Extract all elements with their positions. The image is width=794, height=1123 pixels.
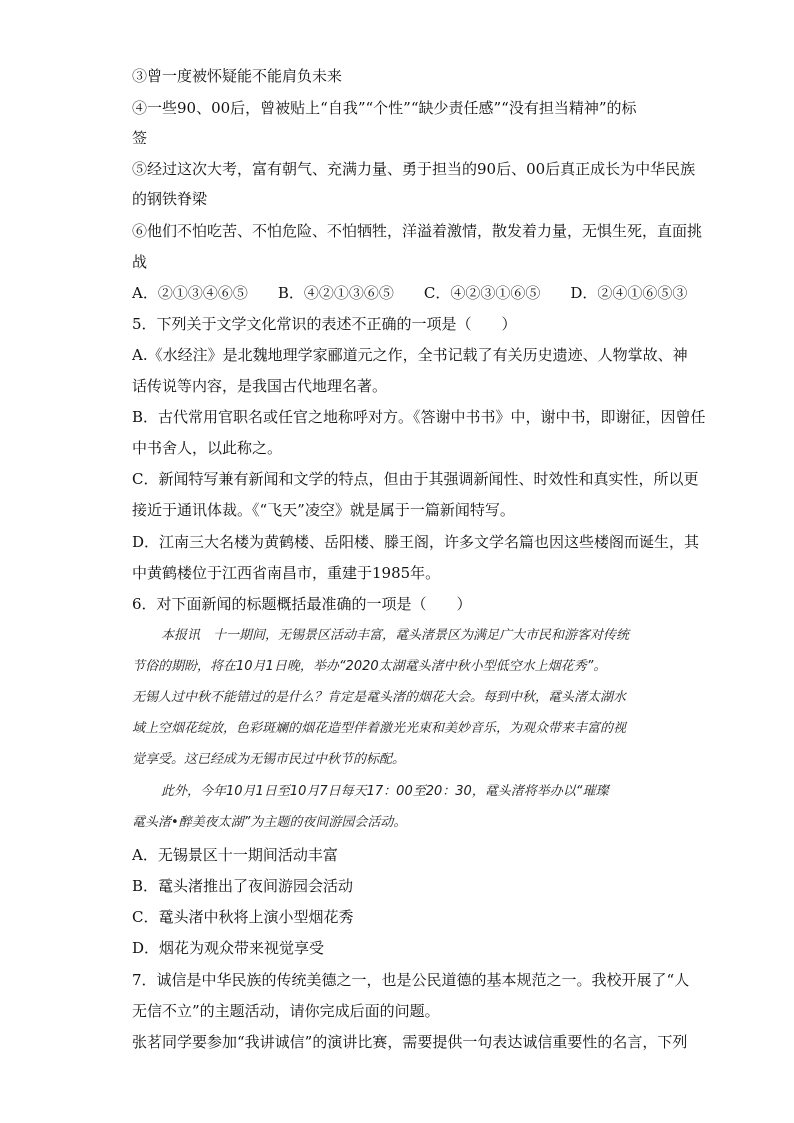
sort-item-3: ③曾一度被怀疑能不能肩负未来 xyxy=(132,67,343,85)
q6-option-c: C．鼋头渚中秋将上演小型烟花秀 xyxy=(132,908,354,926)
q6-option-b: B．鼋头渚推出了夜间游园会活动 xyxy=(132,877,354,895)
q6-option-a: A．无锡景区十一期间活动丰富 xyxy=(132,846,338,864)
news-line: 觉享受。这已经成为无锡市民过中秋节的标配。 xyxy=(132,752,406,767)
q7-sub-question: 张茗同学要参加“我讲诚信”的演讲比赛，需要提供一句表达诚信重要性的名言，下列 xyxy=(132,1033,688,1051)
q5-option-c-cont: 接近于通讯体裁。《“飞天”凌空》就是属于一篇新闻特写。 xyxy=(132,501,515,519)
q7-stem: 7．诚信是中华民族的传统美德之一，也是公民道德的基本规范之一。我校开展了“人 xyxy=(132,971,690,989)
q5-option-d: D．江南三大名楼为黄鹤楼、岳阳楼、滕王阁，许多文学名篇也因这些楼阁而诞生，其 xyxy=(132,533,700,551)
q6-option-d: D．烟花为观众带来视觉享受 xyxy=(132,939,325,957)
q4-options: A．②①③④⑥⑤ B．④②①③⑥⑤ C．④②③①⑥⑤ D．②④①⑥⑤③ xyxy=(132,284,688,302)
q5-option-d-cont: 中黄鹤楼位于江西省南昌市，重建于1985年。 xyxy=(132,564,441,582)
news-line: 无锡人过中秋不能错过的是什么？肯定是鼋头渚的烟花大会。每到中秋，鼋头渚太湖水 xyxy=(132,690,627,705)
sort-item-6-cont: 战 xyxy=(132,253,148,271)
news-line: 鼋头渚•醉美夜太湖”为主题的夜间游园会活动。 xyxy=(132,815,407,830)
news-line: 此外，今年10月1日至10月7日每天17：00至20：30，鼋头渚将举办以“璀璨 xyxy=(161,784,609,799)
q6-stem: 6．对下面新闻的标题概括最准确的一项是（ ） xyxy=(132,595,472,613)
news-line: 域上空烟花绽放，色彩斑斓的烟花造型伴着激光光束和美妙音乐，为观众带来丰富的视 xyxy=(132,721,627,736)
sort-item-4-cont: 签 xyxy=(132,129,148,147)
sort-item-6: ⑥他们不怕吃苦、不怕危险、不怕牺牲，洋溢着激情，散发着力量，无惧生死，直面挑 xyxy=(132,222,703,240)
q5-option-c: C．新闻特写兼有新闻和文学的特点，但由于其强调新闻性、时效性和真实性，所以更 xyxy=(132,470,699,488)
q5-option-b-cont: 中书舍人，以此称之。 xyxy=(132,439,283,457)
q5-option-a-cont: 话传说等内容，是我国古代地理名著。 xyxy=(132,377,388,395)
q7-stem-cont: 无信不立”的主题活动，请你完成后面的问题。 xyxy=(132,1002,440,1020)
sort-item-5-cont: 的钢铁脊梁 xyxy=(132,190,208,208)
sort-item-4: ④一些90、00后，曾被贴上“自我”“个性”“缺少责任感”“没有担当精神”的标 xyxy=(132,99,637,117)
q5-option-a: A.《水经注》是北魏地理学家郦道元之作，全书记载了有关历史遗迹、人物掌故、神 xyxy=(132,346,688,364)
q5-stem: 5．下列关于文学文化常识的表述不正确的一项是（ ） xyxy=(132,315,517,333)
q5-option-b: B．古代常用官职名或任官之地称呼对方。《答谢中书书》中，谢中书，即谢征，因曾任 xyxy=(132,408,706,426)
sort-item-5: ⑤经过这次大考，富有朝气、充满力量、勇于担当的90后、00后真正成长为中华民族 xyxy=(132,160,696,178)
news-line: 本报讯 十一期间，无锡景区活动丰富，鼋头渚景区为满足广大市民和游客对传统 xyxy=(161,628,630,643)
news-line: 节俗的期盼，将在10月1日晚，举办“2020太湖鼋头渚中秋小型低空水上烟花秀”。 xyxy=(132,659,607,674)
